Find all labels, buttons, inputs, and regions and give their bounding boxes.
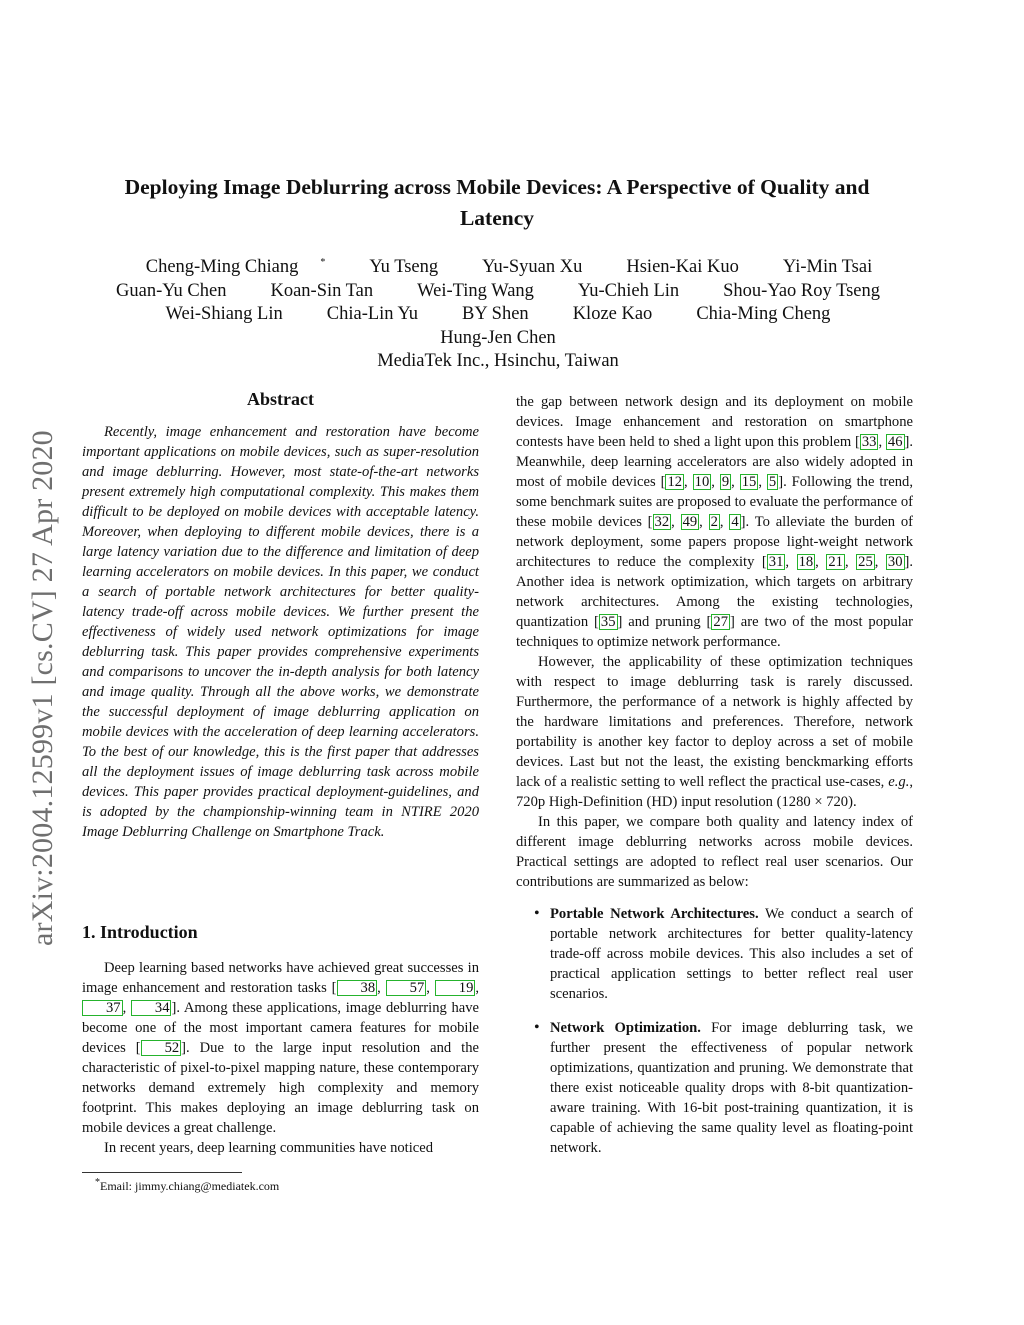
citation-link[interactable]: 37	[82, 1000, 123, 1016]
citation-link[interactable]: 46	[887, 434, 903, 450]
author-row-1	[80, 256, 916, 280]
citation-link[interactable]: 30	[887, 554, 903, 570]
author: Kloze Kao	[572, 304, 653, 325]
abstract-heading: Abstract	[247, 389, 314, 409]
right-column	[516, 392, 913, 1172]
author: Guan-Yu Chen	[116, 280, 227, 301]
citation-link[interactable]: 18	[798, 554, 814, 570]
paragraph: Deep learning based networks have achieved great successes in image enhancement and restoration tasks [ 38 , 57 , 19 , 37 , 34 ]. Among these applications, image deblurring have become one of the most important camera features for mobile devices [ 52 ]. Due to the large input resolution and the characteristic of pixel-to-pixel mapping nature, these contemporary networks demand extremely high complexity and memory footprint. This makes deploying an image deblurring task on mobile devices a great challenge.	[82, 960, 480, 1136]
citation-link[interactable]: 5	[768, 474, 777, 490]
author: Chia-Ming Cheng	[696, 304, 831, 325]
contributions-list	[516, 904, 913, 1158]
author-row-3	[80, 303, 916, 327]
citation-link[interactable]: 25	[858, 554, 873, 570]
citation-link[interactable]: 12	[667, 474, 683, 490]
author: Yu Tseng	[369, 257, 439, 277]
citation-link[interactable]: 32	[654, 514, 670, 530]
citation-link[interactable]: 27	[713, 614, 729, 630]
citation-link[interactable]: 33	[861, 434, 877, 450]
paragraph: the gap between network design and its deployment on mobile devices. Image enhancement and restoration on smartphone contests have been held to shed a light upon this problem [ 33 , 46 ]. Meanwhile, deep learning accelerators are also widely adopted in most of mobile devices [ 12 , 10 , 9 , 15 , 5 ]. Following the trend, some benchmark suites are proposed to evaluate the performance of these mobile devices [ 32 , 49 , 2 , 4 ]. To alleviate the burden of network deployment, some papers propose light-weight network architectures to reduce the complexity [ 31 , 18 , 21 , 25 , 30 ]. Another idea is network optimization, which targets on arbitrary network architectures. Among the existing technologies, quantization [ 35 ] and pruning [ 27 ] are two of the most popular techniques to optimize network performance.	[516, 394, 914, 650]
footnote: *Email: jimmy.chiang@mediatek.com	[95, 1177, 280, 1193]
author: Shou-Yao Roy Tseng	[723, 280, 880, 301]
author: Yu-Syuan Xu	[482, 257, 583, 277]
citation-link[interactable]: 52	[141, 1040, 182, 1056]
citation-link[interactable]: 4	[731, 514, 739, 530]
paragraph: However, the applicability of these optimization techniques with respect to image deblurring task is rarely discussed. Furthermore, the performance of a network is highly affected by the hardware limitations and preferences. Therefore, network portability is another key factor to deploy across a set of mobile devices. Last but not the least, the existing benckmarking efforts lack of a realistic setting to well reflect the practical use-cases, e.g., 720p High-Definition (HD) input resolution (1280 × 720).	[516, 654, 913, 810]
paragraph: In recent years, deep learning communities have noticed	[104, 1140, 434, 1156]
citation-link[interactable]: 21	[828, 554, 843, 570]
list-item: • Network Optimization. For image deblurring task, we further present the effectiveness of popular network optimizations, quantization and pruning. We demonstrate that there exist noticeable quality drops with 8-bit quantization-aware training. With 16-bit post-training quantization, it is capable of achieving the same quality level as floating-point network.	[516, 1018, 913, 1158]
citation-link[interactable]: 10	[694, 474, 710, 490]
citation-link[interactable]: 35	[600, 614, 616, 630]
introduction-left	[82, 958, 479, 1158]
author: Wei-Shiang Lin	[165, 304, 283, 325]
author: Yi-Min Tsai	[782, 257, 873, 277]
author: Wei-Ting Wang	[417, 280, 534, 301]
citation-link[interactable]: 57	[386, 980, 427, 996]
citation-link[interactable]: 49	[682, 514, 698, 530]
paragraph: In this paper, we compare both quality and latency index of different image deblurring networks across mobile devices. Practical settings are adopted to reflect real user scenarios. Our contributions are summarized as below:	[516, 814, 913, 890]
author: Hung-Jen Chen	[440, 327, 556, 348]
abstract-text: Recently, image enhancement and restoration have become important applications on mobile devices, such as super-resolution and image deblurring. However, most state-of-the-art networks present extremely high computational complexity. This makes them difficult to be deployed on mobile devices with acceptable latency. Moreover, when deploying to different mobile devices, there is a large latency variation due to the difference and limitation of deep learning accelerators on mobile devices. In this paper, we conduct a search of portable network architectures for better quality-latency trade-off across mobile devices. We further present the effectiveness of widely used network optimizations for image deblurring task. This paper provides comprehensive experiments and comparisons to uncover the in-depth analysis for both latency and image quality. Through all the above works, we demonstrate the successful deployment of image deblurring application on mobile devices with the acceleration of deep learning accelerators. To the best of our knowledge, this is the first paper that addresses all the deployment issues of image deblurring task across mobile devices. This paper provides practical deployment-guidelines, and is adopted by the championship-winning team in NTIRE 2020 Image Deblurring Challenge on Smartphone Track.	[82, 424, 479, 840]
citation-link[interactable]: 31	[768, 554, 784, 570]
paper-title: Deploying Image Deblurring across Mobile Devices: A Perspective of Quality and Latency	[124, 175, 870, 230]
author: Koan-Sin Tan	[270, 280, 374, 301]
author-row-4	[80, 327, 916, 351]
footnote-divider	[82, 1172, 242, 1173]
author: BY Shen	[462, 304, 529, 325]
list-item: • Portable Network Architectures. We conduct a search of portable network architectures for better quality-latency trade-off across mobile devices. This also includes a set of practical application settings to better reflect real user scenarios.	[516, 904, 913, 1004]
citation-link[interactable]: 9	[721, 474, 730, 490]
author-block	[80, 256, 916, 374]
section-heading-introduction: 1. Introduction	[82, 922, 198, 942]
author: Cheng-Ming Chiang *	[145, 256, 326, 277]
affiliation: MediaTek Inc., Hsinchu, Taiwan	[377, 351, 619, 372]
citation-link[interactable]: 2	[710, 514, 718, 530]
author: Chia-Lin Yu	[326, 304, 419, 325]
author: Yu-Chieh Lin	[577, 280, 680, 301]
author: Hsien-Kai Kuo	[626, 257, 739, 277]
citation-link[interactable]: 19	[435, 980, 476, 996]
arxiv-stamp: arXiv:2004.12599v1 [cs.CV] 27 Apr 2020	[26, 430, 59, 946]
citation-link[interactable]: 15	[741, 474, 757, 490]
citation-link[interactable]: 34	[131, 1000, 172, 1016]
citation-link[interactable]: 38	[337, 980, 378, 996]
author-row-2	[80, 280, 916, 304]
